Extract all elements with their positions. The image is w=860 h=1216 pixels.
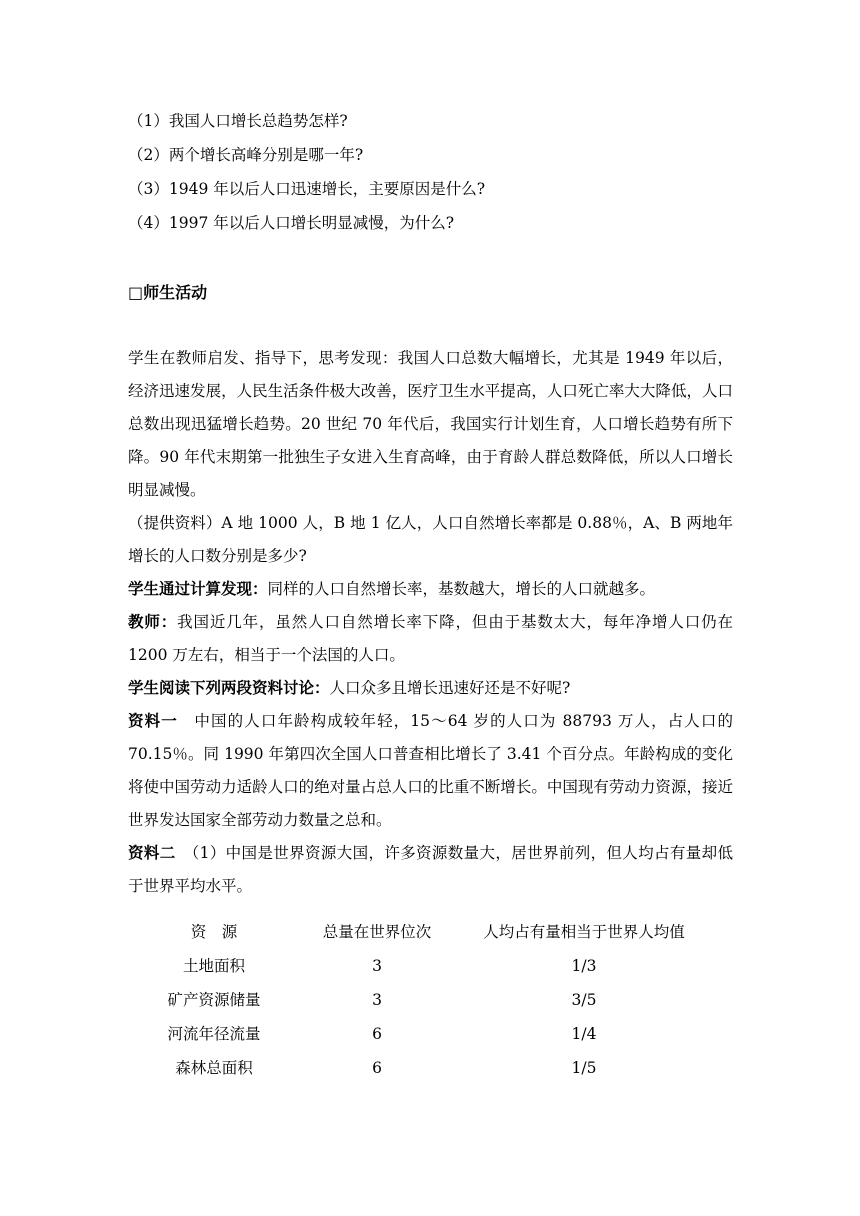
table-cell: 6: [372, 1059, 382, 1077]
paragraph-lead: 资料二: [128, 844, 176, 862]
paragraph-lead: 学生阅读下列两段资料讨论：: [128, 679, 330, 697]
resource-table: [128, 920, 733, 1090]
table-cell: 森林总面积: [175, 1059, 253, 1077]
paragraph-lead: 学生通过计算发现：: [128, 580, 268, 598]
paragraph-text: 我国近几年，虽然人口自然增长率下降，但由于基数太大，每年净增人口仍在 1200 万左右，相当于一个法国的人口。: [128, 613, 733, 664]
paragraph-material-one: [128, 705, 733, 837]
table-cell: 河流年径流量: [167, 1025, 261, 1043]
table-header-row: [128, 920, 733, 954]
table-cell: 6: [372, 1025, 382, 1043]
table-cell: 矿产资源储量: [167, 991, 261, 1009]
table-row: [128, 988, 733, 1022]
paragraph-provided-material: （提供资料）A 地 1000 人，B 地 1 亿人，人口自然增长率都是 0.88％，A、B 两地年增长的人口数分别是多少?: [128, 514, 733, 565]
question-4: （4）1997 年以后人口增长明显减慢，为什么?: [128, 214, 455, 232]
table-header-cell: 总量在世界位次: [322, 923, 432, 941]
table-header-cell: 资 源: [190, 923, 238, 941]
table-header-cell: 人均占有量相当于世界人均值: [483, 923, 685, 941]
table-cell: 3/5: [571, 991, 597, 1009]
table-cell: 3: [372, 957, 382, 975]
table-cell: 3: [372, 991, 382, 1009]
paragraph-text: 中国的人口年龄构成较年轻，15～64 岁的人口为 88793 万人，占人口的 70.15％。同 1990 年第四次全国人口普查相比增长了 3.41 个百分点。年龄构成的变化将使中国劳动力适龄人口的绝对量占总人口的比重不断增长。中国现有劳动力资源，接近世界发达国家全部劳动力数量之总和。: [128, 712, 733, 829]
question-2: （2）两个增长高峰分别是哪一年?: [128, 146, 364, 164]
table-row: [128, 1056, 733, 1090]
paragraph-lead: 教师：: [128, 613, 178, 631]
table-row: [128, 1022, 733, 1056]
paragraph-text: 同样的人口自然增长率，基数越大，增长的人口就越多。: [267, 580, 656, 598]
paragraph-student-findings: 学生在教师启发、指导下，思考发现：我国人口总数大幅增长，尤其是 1949 年以后，经济迅速发展，人民生活条件极大改善，医疗卫生水平提高，人口死亡率大大降低，人口总数出现迅猛增长趋势。20 世纪 70 年代后，我国实行计划生育，人口增长趋势有所下降。90 年代末期第一批独生子女进入生育高峰，由于育龄人群总数降低，所以人口增长明显减慢。: [128, 349, 733, 499]
table-cell: 土地面积: [182, 957, 246, 975]
table-row: [128, 954, 733, 988]
paragraph-text: （1）中国是世界资源大国，许多资源数量大，居世界前列，但人均占有量却低于世界平均水平。: [128, 844, 733, 895]
paragraph-teacher: [128, 606, 733, 672]
paragraph-discussion: [128, 672, 733, 705]
section-heading: □师生活动: [128, 283, 208, 302]
table-cell: 1/3: [571, 957, 597, 975]
question-3: （3）1949 年以后人口迅速增长，主要原因是什么?: [128, 180, 486, 198]
paragraph-calculation-finding: [128, 573, 733, 606]
paragraph-material-two: [128, 837, 733, 903]
paragraph-text: 人口众多且增长迅速好还是不好呢?: [329, 679, 571, 697]
table-cell: 1/4: [571, 1025, 597, 1043]
question-1: （1）我国人口增长总趋势怎样?: [128, 112, 348, 130]
paragraph-lead: 资料一: [128, 712, 178, 730]
table-cell: 1/5: [571, 1059, 597, 1077]
